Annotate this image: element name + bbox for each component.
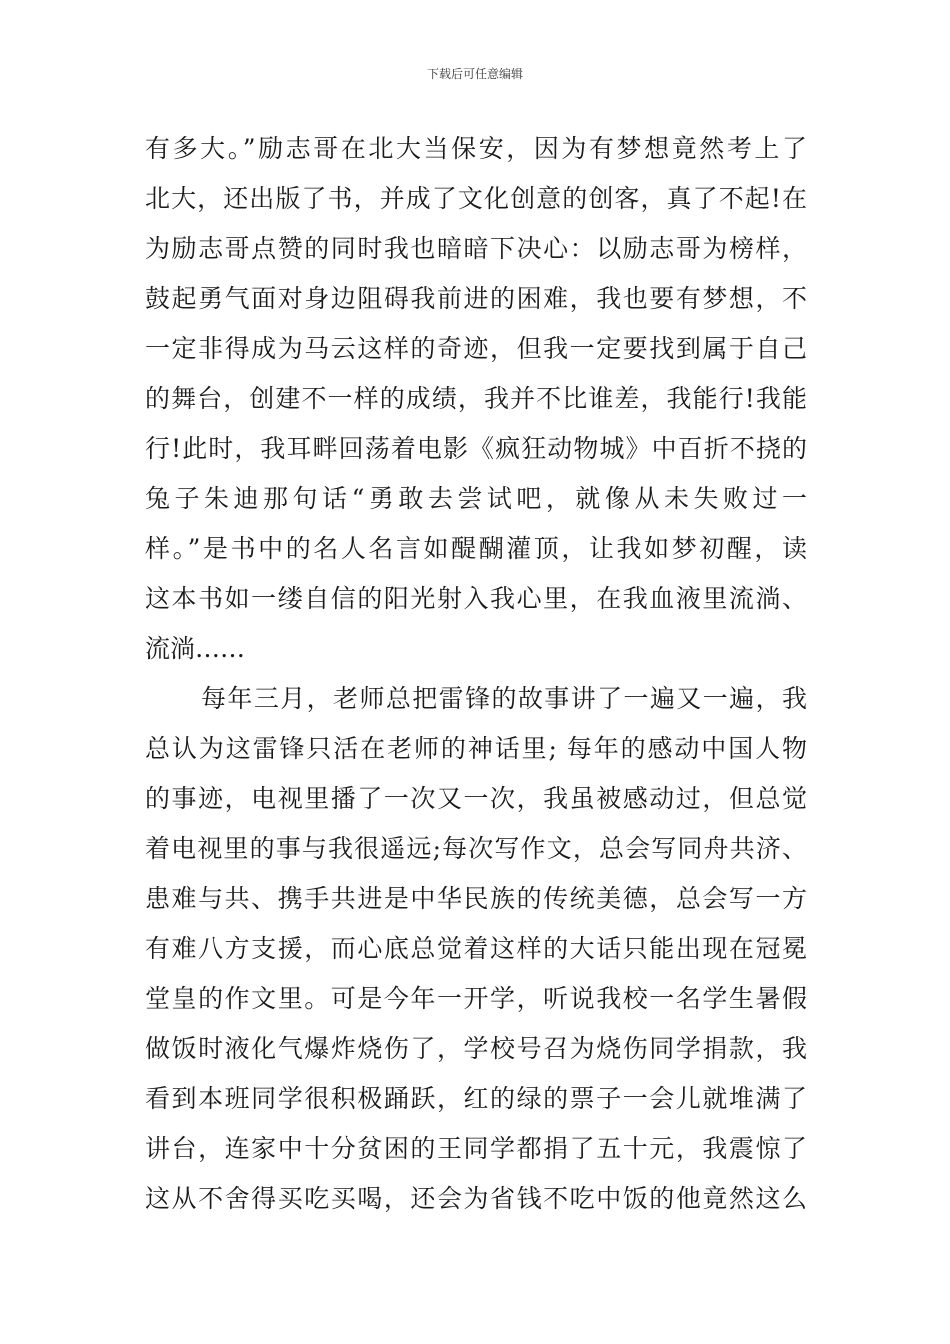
text-line: 兔子朱迪那句话“勇敢去尝试吧，就像从未失败过一 xyxy=(145,484,807,513)
paragraph-2 xyxy=(145,674,807,1224)
text-line: 这从不舍得买吃买喝，还会为省钱不吃中饭的他竟然这么 xyxy=(145,1184,807,1213)
text-line: 有难八方支援，而心底总觉着这样的大话只能出现在冠冕 xyxy=(145,934,807,963)
text-line: 做饭时液化气爆炸烧伤了，学校号召为烧伤同学捐款，我 xyxy=(145,1034,807,1063)
text-line: 着电视里的事与我很遥远;每次写作文，总会写同舟共济、 xyxy=(145,834,807,863)
text-line: 每年三月，老师总把雷锋的故事讲了一遍又一遍，我 xyxy=(201,684,807,713)
text-line: 讲台，连家中十分贫困的王同学都捐了五十元，我震惊了 xyxy=(145,1134,807,1163)
text-line: 样。”是书中的名人名言如醍醐灌顶，让我如梦初醒，读 xyxy=(145,534,807,563)
text-line: 有多大。”励志哥在北大当保安，因为有梦想竟然考上了 xyxy=(145,134,807,163)
text-line: 鼓起勇气面对身边阻碍我前进的困难，我也要有梦想，不 xyxy=(145,284,807,313)
text-line: 堂皇的作文里。可是今年一开学，听说我校一名学生暑假 xyxy=(145,984,807,1013)
text-line: 总认为这雷锋只活在老师的神话里; 每年的感动中国人物 xyxy=(145,734,807,763)
text-line: 的事迹，电视里播了一次又一次，我虽被感动过，但总觉 xyxy=(145,784,807,813)
text-line: 的舞台，创建不一样的成绩，我并不比谁差，我能行!我能 xyxy=(145,384,807,413)
text-line: 行!此时，我耳畔回荡着电影《疯狂动物城》中百折不挠的 xyxy=(145,434,807,463)
text-line: 看到本班同学很积极踊跃，红的绿的票子一会儿就堆满了 xyxy=(145,1084,807,1113)
paragraph-1 xyxy=(145,124,807,674)
text-line: 一定非得成为马云这样的奇迹，但我一定要找到属于自己 xyxy=(145,334,807,363)
text-line: 流淌…… xyxy=(145,634,246,663)
text-line: 患难与共、携手共进是中华民族的传统美德，总会写一方 xyxy=(145,884,807,913)
text-line: 北大，还出版了书，并成了文化创意的创客，真了不起!在 xyxy=(145,184,807,213)
page-header: 下载后可任意编辑 xyxy=(426,67,523,81)
text-line: 这本书如一缕自信的阳光射入我心里，在我血液里流淌、 xyxy=(145,584,807,613)
document-body xyxy=(145,124,807,1224)
text-line: 为励志哥点赞的同时我也暗暗下决心：以励志哥为榜样， xyxy=(145,234,807,263)
